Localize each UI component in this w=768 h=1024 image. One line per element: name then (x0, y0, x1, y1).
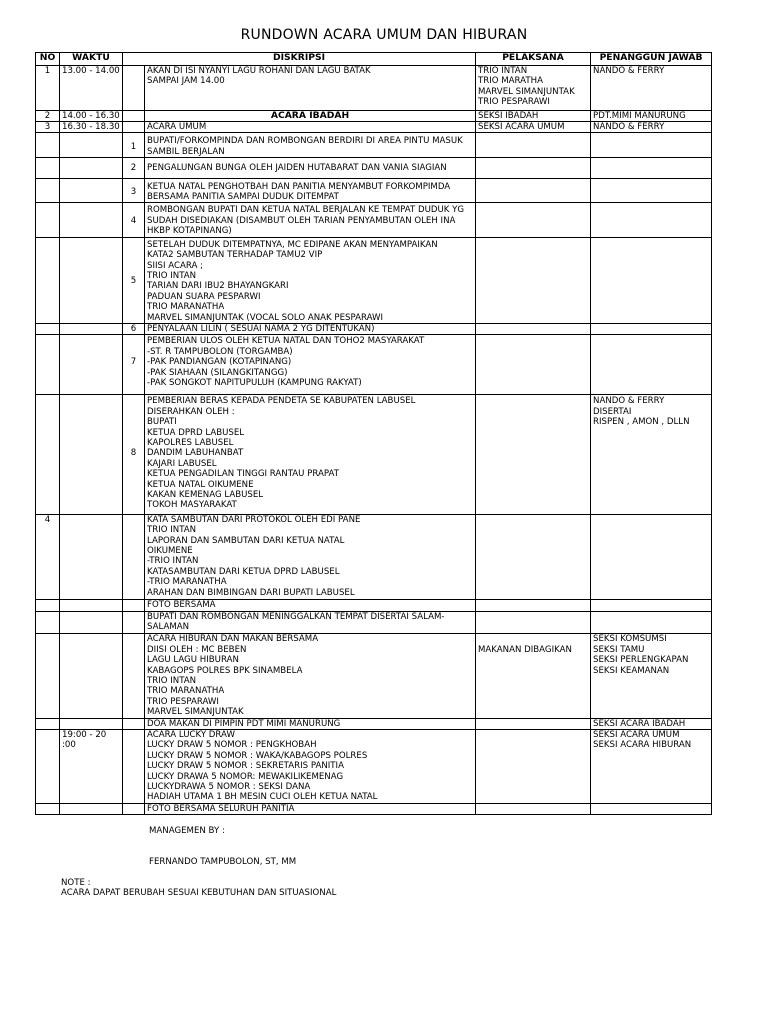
row-number (36, 158, 60, 178)
row-number (36, 600, 60, 611)
row-sub-number (123, 729, 145, 803)
row-sub-number (123, 600, 145, 611)
managed-by-label: MANAGEMEN BY : (149, 826, 225, 836)
row-description (145, 178, 476, 203)
row-pelaksana-line: TRIO INTAN (478, 66, 528, 76)
row-description-line: DANDIM LABUHANBAT (147, 448, 244, 459)
row-penanggung-jawab (591, 110, 712, 121)
row-penanggung-jawab-line: NANDO & FERRY (593, 122, 665, 133)
row-time (60, 335, 123, 395)
row-description-line: KAPOLRES LABUSEL (147, 438, 234, 448)
row-penanggung-jawab (591, 178, 712, 203)
row-description-line: PENGALUNGAN BUNGA OLEH JAIDEN HUTABARAT DAN VANIA SIAGIAN (147, 163, 447, 174)
row-sub-number (123, 803, 145, 814)
row-description (145, 600, 476, 611)
row-description-line: SETELAH DUDUK DITEMPATNYA, MC EDIPANE AKAN MENYAMPAIKAN (147, 239, 438, 250)
row-description (145, 66, 476, 111)
row-description: ACARA IBADAH (145, 110, 476, 121)
row-description (145, 203, 476, 237)
row-pelaksana (476, 634, 591, 718)
row-description-line: KABAGOPS POLRES BPK SINAMBELA (147, 665, 303, 676)
row-pelaksana (476, 158, 591, 178)
row-penanggung-jawab (591, 66, 712, 111)
document-title: RUNDOWN ACARA UMUM DAN HIBURAN (240, 27, 528, 43)
row-sub-number: 5 (123, 237, 145, 323)
row-description-line: TRIO PESPARAWI (147, 696, 219, 707)
row-penanggung-jawab-line: DISERTAI (593, 406, 632, 417)
row-description-line: MARVEL SIMANJUNTAK (VOCAL SOLO ANAK PESPARAWI (147, 312, 384, 323)
row-pelaksana-line (478, 634, 588, 644)
row-description-line: TARIAN DARI IBU2 BHAYANGKARI (147, 281, 289, 292)
row-number (36, 323, 60, 334)
row-description-line: KATA2 SAMBUTAN TERHADAP TAMU2 VIP (147, 250, 323, 261)
row-penanggung-jawab-line: SEKSI ACARA HIBURAN (593, 740, 692, 751)
note-label: NOTE : (61, 878, 91, 888)
row-time (60, 600, 123, 611)
row-description-line: -PAK SONGKOT NAPITUPULUH (KAMPUNG RAKYAT) (147, 377, 362, 388)
row-description-line: BUPATI DAN ROMBONGAN MENINGGALKAN TEMPAT DISERTAI SALAM- (147, 611, 445, 622)
row-pelaksana (476, 335, 591, 395)
row-number (36, 237, 60, 323)
row-description-line: TRIO INTAN (147, 675, 197, 686)
row-penanggung-jawab (591, 729, 712, 803)
row-description-line: FOTO BERSAMA SELURUH PANITIA (147, 803, 295, 814)
row-pelaksana (476, 718, 591, 729)
row-description (145, 395, 476, 514)
table-row (36, 158, 712, 178)
row-description-line: -ST. R TAMPUBOLON (TORGAMBA) (147, 346, 293, 357)
row-description-line: LUCKY DRAW 5 NOMOR : SEKRETARIS PANITIA (147, 761, 344, 772)
header-no: NO (36, 53, 60, 66)
row-number: 3 (36, 122, 60, 133)
row-sub-number (123, 611, 145, 634)
row-time (60, 323, 123, 334)
row-penanggung-jawab (591, 335, 712, 395)
row-description-line: ROMBONGAN BUPATI DAN KETUA NATAL BERJALAN KE TEMPAT DUDUK YG (147, 205, 465, 216)
rundown-table (35, 52, 712, 815)
row-pelaksana (476, 178, 591, 203)
table-row (36, 122, 712, 133)
row-description-line: BUPATI/FORKOMPINDA DAN ROMBONGAN BERDIRI DI AREA PINTU MASUK (147, 136, 463, 147)
row-sub-number (123, 66, 145, 111)
row-time (60, 133, 123, 158)
row-description (145, 634, 476, 718)
row-penanggung-jawab-line: SEKSI ACARA IBADAH (593, 718, 686, 729)
row-penanggung-jawab-line: SEKSI KOMSUMSI (593, 634, 667, 645)
row-time: 13.00 - 14.00 (60, 66, 123, 111)
row-description-line (147, 87, 473, 97)
row-description-line (147, 97, 473, 107)
row-pelaksana (476, 729, 591, 803)
row-penanggung-jawab (591, 718, 712, 729)
row-description (145, 335, 476, 395)
row-number (36, 718, 60, 729)
row-pelaksana-line: SEKSI ACARA UMUM (478, 122, 565, 133)
row-description (145, 803, 476, 814)
row-time (60, 237, 123, 323)
row-sub-number: 4 (123, 203, 145, 237)
row-penanggung-jawab-line: SEKSI KEAMANAN (593, 665, 670, 676)
row-description-line: PEMBERIAN BERAS KEPADA PENDETA SE KABUPATEN LABUSEL (147, 396, 416, 407)
row-number (36, 611, 60, 634)
row-time (60, 718, 123, 729)
row-description-line: SUDAH DISEDIAKAN (DISAMBUT OLEH TARIAN PENYAMBUTAN OLEH INA (147, 215, 456, 226)
row-number (36, 335, 60, 395)
row-description-line: LAGU LAGU HIBURAN (147, 655, 239, 666)
row-pelaksana-line: MAKANAN DIBAGIKAN (478, 644, 572, 655)
row-description (145, 514, 476, 599)
row-time (60, 203, 123, 237)
row-number (36, 203, 60, 237)
table-row (36, 323, 712, 334)
row-description (145, 718, 476, 729)
header-diskripsi: DISKRIPSI (123, 53, 476, 66)
row-description-line: -PAK PANDIANGAN (KOTAPINANG) (147, 357, 292, 368)
row-description-line: SAMPAI JAM 14.00 (147, 76, 225, 87)
row-description-line: BUPATI (147, 417, 177, 428)
row-penanggung-jawab (591, 611, 712, 634)
row-sub-number: 8 (123, 395, 145, 514)
row-description-line: -TRIO INTAN (147, 556, 199, 567)
row-sub-number: 7 (123, 335, 145, 395)
row-description-line: KAJARI LABUSEL (147, 458, 217, 469)
row-pelaksana (476, 803, 591, 814)
row-penanggung-jawab-line: RISPEN , AMON , DLLN (593, 417, 690, 428)
row-sub-number (123, 514, 145, 599)
row-pelaksana (476, 110, 591, 121)
row-sub-number: 3 (123, 178, 145, 203)
row-time: 14.00 - 16.30 (60, 110, 123, 121)
row-pelaksana (476, 323, 591, 334)
row-penanggung-jawab (591, 133, 712, 158)
row-time (60, 803, 123, 814)
table-row (36, 600, 712, 611)
table-row (36, 133, 712, 158)
table-row (36, 803, 712, 814)
row-description (145, 133, 476, 158)
row-description-line: PENYALAAN LILIN ( SESUAI NAMA 2 YG DITENTUKAN) (147, 323, 375, 334)
row-description-line: TRIO MARANATHA (147, 302, 225, 313)
table-row (36, 110, 712, 121)
row-time: 16.30 - 18.30 (60, 122, 123, 133)
table-row (36, 729, 712, 803)
row-sub-number (123, 122, 145, 133)
row-description (145, 323, 476, 334)
row-number (36, 803, 60, 814)
row-description-line: -PAK SIAHAAN (SILANGKITANGG) (147, 367, 288, 378)
row-time (60, 611, 123, 634)
row-description-line: OIKUMENE (147, 546, 193, 557)
row-description-line: BERSAMA PANITIA SAMPAI DUDUK DITEMPAT (147, 192, 339, 203)
row-penanggung-jawab-line: SEKSI PERLENGKAPAN (593, 655, 689, 666)
row-sub-number (123, 634, 145, 718)
row-description-line: LUCKY DRAWA 5 NOMOR: MEWAKILIKEMENAG (147, 771, 344, 782)
row-description-line: PEMBERIAN ULOS OLEH KETUA NATAL DAN TOHO2 MASYARAKAT (147, 336, 425, 347)
row-penanggung-jawab (591, 514, 712, 599)
row-number (36, 178, 60, 203)
table-row (36, 611, 712, 634)
table-row (36, 66, 712, 111)
row-time (60, 634, 123, 718)
row-description-line: ARAHAN DAN BIMBINGAN DARI BUPATI LABUSEL (147, 587, 355, 598)
row-pelaksana (476, 66, 591, 111)
row-description-line: KATA SAMBUTAN DARI PROTOKOL OLEH EDI PANE (147, 514, 361, 525)
row-description-line: KETUA DPRD LABUSEL (147, 427, 245, 438)
table-row (36, 634, 712, 718)
row-description-line: TRIO INTAN (147, 270, 197, 281)
row-description-line: DISERAHKAN OLEH : (147, 406, 235, 417)
row-number: 2 (36, 110, 60, 121)
row-number (36, 133, 60, 158)
row-time (60, 514, 123, 599)
row-description-line: KETUA NATAL PENGHOTBAH DAN PANITIA MENYAMBUT FORKOMPIMDA (147, 181, 451, 192)
table-row (36, 237, 712, 323)
row-description (145, 729, 476, 803)
header-row (36, 53, 712, 66)
row-description-line: KATASAMBUTAN DARI KETUA DPRD LABUSEL (147, 566, 340, 577)
row-penanggung-jawab-line: PDT.MIMI MANURUNG (593, 110, 686, 121)
row-sub-number (123, 718, 145, 729)
manager-name: FERNANDO TAMPUBOLON, ST, MM (149, 857, 297, 867)
row-penanggung-jawab-line: SEKSI ACARA UMUM (593, 729, 680, 740)
row-description-line: HKBP KOTAPINANG) (147, 226, 232, 237)
row-description-line: ACARA HIBURAN DAN MAKAN BERSAMA (147, 634, 319, 645)
row-description (145, 122, 476, 133)
row-penanggung-jawab-line: NANDO & FERRY (593, 66, 665, 76)
row-description-line: ACARA UMUM (147, 122, 207, 133)
row-penanggung-jawab-line: SEKSI TAMU (593, 644, 645, 655)
row-sub-number: 6 (123, 323, 145, 334)
row-description-line: SAMBIL BERJALAN (147, 146, 225, 157)
row-penanggung-jawab (591, 158, 712, 178)
row-number (36, 395, 60, 514)
table-row (36, 203, 712, 237)
row-number (36, 729, 60, 803)
row-pelaksana (476, 237, 591, 323)
note-text: ACARA DAPAT BERUBAH SESUAI KEBUTUHAN DAN SITUASIONAL (61, 888, 337, 898)
row-pelaksana (476, 203, 591, 237)
row-time (60, 178, 123, 203)
row-pelaksana (476, 122, 591, 133)
header-waktu: WAKTU (60, 53, 123, 66)
row-penanggung-jawab (591, 395, 712, 514)
row-penanggung-jawab (591, 203, 712, 237)
row-pelaksana-line: TRIO MARATHA (478, 76, 543, 87)
row-description-line: SALAMAN (147, 621, 190, 632)
row-time: 19:00 - 20 :00 (60, 729, 123, 803)
row-time (60, 158, 123, 178)
row-description (145, 237, 476, 323)
row-penanggung-jawab-line: NANDO & FERRY (593, 396, 665, 407)
row-pelaksana (476, 514, 591, 599)
row-description-line: LUCKY DRAW 5 NOMOR : PENGKHOBAH (147, 740, 317, 751)
row-description-line: SIISI ACARA ; (147, 260, 203, 271)
row-pelaksana-line: SEKSI IBADAH (478, 110, 539, 121)
row-description-line: DOA MAKAN DI PIMPIN PDT MIMI MANURUNG (147, 718, 341, 729)
row-penanggung-jawab (591, 803, 712, 814)
row-description-line: LUCKY DRAW 5 NOMOR : WAKA/KABAGOPS POLRES (147, 750, 368, 761)
row-pelaksana (476, 611, 591, 634)
row-pelaksana (476, 600, 591, 611)
row-pelaksana-line: MARVEL SIMANJUNTAK (478, 86, 575, 97)
header-penanggung-jawab: PENANGGUN JAWAB (591, 53, 712, 66)
row-description-line: ACARA LUCKY DRAW (147, 729, 235, 740)
row-description-line: -TRIO MARANATHA (147, 577, 227, 588)
table-row (36, 395, 712, 514)
row-number: 1 (36, 66, 60, 111)
row-penanggung-jawab (591, 237, 712, 323)
row-description-line: KAKAN KEMENAG LABUSEL (147, 490, 264, 501)
row-description-line: AKAN DI ISI NYANYI LAGU ROHANI DAN LAGU BATAK (147, 66, 371, 76)
row-time (60, 395, 123, 514)
row-penanggung-jawab (591, 634, 712, 718)
row-description-line: LUCKYDRAWA 5 NOMOR : SEKSI DANA (147, 782, 311, 792)
row-description-line: HADIAH UTAMA 1 BH MESIN CUCI OLEH KETUA NATAL (147, 792, 378, 803)
row-description-line: TRIO INTAN (147, 525, 197, 536)
row-penanggung-jawab (591, 323, 712, 334)
row-description (145, 158, 476, 178)
row-sub-number: 1 (123, 133, 145, 158)
row-description-line: TOKOH MASYARAKAT (147, 500, 237, 511)
row-sub-number (123, 110, 145, 121)
row-description-line: TRIO MARANATHA (147, 686, 225, 697)
table-row (36, 178, 712, 203)
row-pelaksana (476, 133, 591, 158)
row-penanggung-jawab (591, 600, 712, 611)
row-description-line: MARVEL SIMANJUNTAK (147, 707, 244, 718)
row-number: 4 (36, 514, 60, 599)
row-description-line: LAPORAN DAN SAMBUTAN DARI KETUA NATAL (147, 535, 345, 546)
table-row (36, 514, 712, 599)
row-description-line: FOTO BERSAMA (147, 600, 216, 611)
row-pelaksana (476, 395, 591, 514)
header-pelaksana: PELAKSANA (476, 53, 591, 66)
row-description-line: KETUA NATAL OIKUMENE (147, 479, 254, 490)
row-number (36, 634, 60, 718)
table-row (36, 718, 712, 729)
row-description-line: KETUA PENGADILAN TINGGI RANTAU PRAPAT (147, 469, 339, 480)
row-description-line: PADUAN SUARA PESPARWI (147, 291, 261, 302)
row-sub-number: 2 (123, 158, 145, 178)
row-description-line: DIISI OLEH : MC BEBEN (147, 644, 247, 655)
row-pelaksana-line: TRIO PESPARAWI (478, 97, 550, 108)
row-penanggung-jawab (591, 122, 712, 133)
row-description (145, 611, 476, 634)
table-row (36, 335, 712, 395)
